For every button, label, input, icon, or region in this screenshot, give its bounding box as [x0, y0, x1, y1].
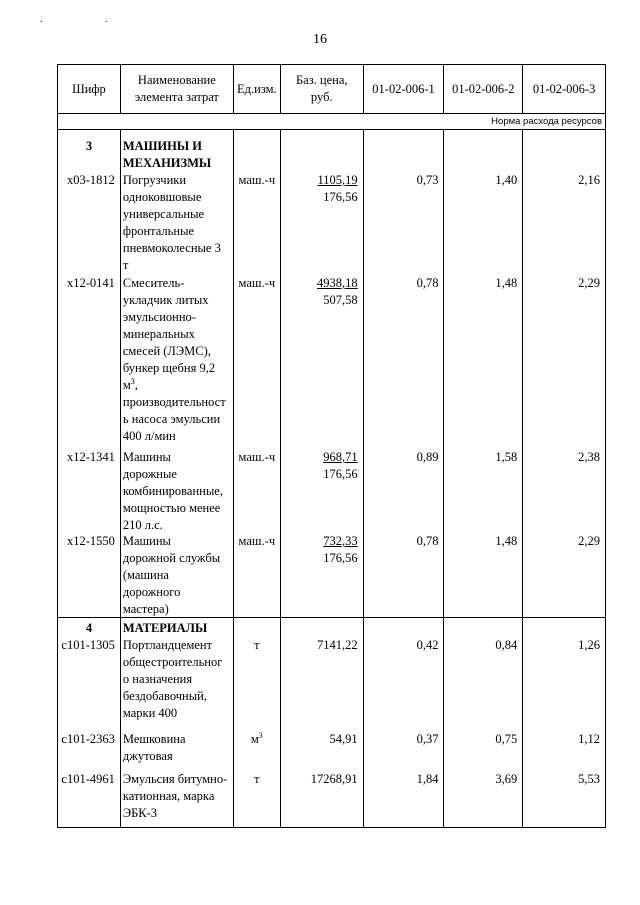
- section-v1-col: [363, 618, 444, 828]
- row-value: 1,40: [495, 173, 518, 187]
- row-value: 2,29: [578, 534, 600, 548]
- section-v1-col: [363, 130, 444, 618]
- row-code: с101-4961: [61, 772, 115, 786]
- header-code: Шифр: [58, 65, 121, 114]
- section-machines: [58, 130, 606, 618]
- row-value: 0,89: [416, 450, 439, 464]
- row-value: 2,29: [578, 276, 600, 290]
- row-value: 1,84: [416, 772, 439, 786]
- row-value: 0,37: [416, 732, 439, 746]
- row-price: 732,33 176,56: [323, 534, 358, 565]
- section-units-col: [233, 130, 280, 618]
- row-price: 7141,22: [317, 638, 358, 652]
- section-materials: [58, 618, 606, 828]
- row-name: Машины дорожной службы (машина дорожного мастера): [122, 534, 221, 616]
- row-value: 0,78: [416, 534, 439, 548]
- row-unit: маш.-ч: [238, 534, 276, 548]
- section-prices-col: [280, 618, 363, 828]
- section-title: МАТЕРИАЛЫ: [122, 621, 208, 635]
- section-codes-col: [58, 618, 121, 828]
- row-code: х12-0141: [66, 276, 115, 290]
- row-value: 1,48: [495, 534, 518, 548]
- row-value: 2,16: [578, 173, 600, 187]
- row-name: Смеситель- укладчик литых эмульсионно- минеральных смесей (ЛЭМС), бункер щебня 9,2 $м^3$, производительност ь насоса эмульсии 400 л/мин: [122, 276, 226, 443]
- row-unit: маш.-ч: [238, 276, 276, 290]
- scan-marks: . .: [40, 14, 138, 25]
- header-name: Наименование элемента затрат: [120, 65, 233, 114]
- row-value: 0,75: [495, 732, 518, 746]
- row-unit: т: [254, 638, 260, 652]
- row-value: 0,42: [416, 638, 439, 652]
- row-unit: маш.-ч: [238, 450, 276, 464]
- section-units-col: [233, 618, 280, 828]
- row-code: х03-1812: [66, 173, 115, 187]
- section-v3-col: [523, 618, 606, 828]
- section-title: МАШИНЫ И МЕХАНИЗМЫ: [122, 139, 212, 170]
- row-code: х12-1341: [66, 450, 115, 464]
- row-price: 1105,19 176,56: [317, 173, 358, 204]
- section-number: 4: [85, 621, 93, 635]
- row-name: Погрузчики одноковшовые универсальные фронтальные пневмоколесные 3 т: [122, 173, 221, 272]
- header-unit: Ед.изм.: [233, 65, 280, 114]
- row-value: 0,84: [495, 638, 518, 652]
- row-unit: т: [254, 772, 260, 786]
- row-unit: $м^3$: [250, 730, 263, 746]
- row-name: Машины дорожные комбинированные, мощностью менее 210 л.с.: [122, 450, 223, 532]
- row-name: Мешковина джутовая: [122, 732, 186, 763]
- row-unit: маш.-ч: [238, 173, 276, 187]
- row-value: 0,78: [416, 276, 439, 290]
- section-number: 3: [85, 139, 93, 153]
- row-code: с101-2363: [61, 732, 115, 746]
- section-names-col: [120, 130, 233, 618]
- row-name: Эмульсия битумно- катионная, марка ЭБК-3: [122, 772, 228, 820]
- header-col1: 01-02-006-1: [363, 65, 444, 114]
- section-codes-col: [58, 130, 121, 618]
- section-v3-col: [523, 130, 606, 618]
- row-price: 17268,91: [310, 772, 358, 786]
- section-v2-col: [444, 130, 523, 618]
- row-value: 5,53: [578, 772, 600, 786]
- section-prices-col: [280, 130, 363, 618]
- row-value: 1,26: [578, 638, 600, 652]
- section-names-col: [120, 618, 233, 828]
- header-col2: 01-02-006-2: [444, 65, 523, 114]
- norma-label: Норма расхода ресурсов: [58, 114, 606, 130]
- row-price: 4938,18 507,58: [317, 276, 358, 307]
- row-value: 1,58: [495, 450, 518, 464]
- header-price: Баз. цена, руб.: [280, 65, 363, 114]
- row-code: х12-1550: [66, 534, 115, 548]
- table-header-row: [58, 65, 606, 114]
- row-code: с101-1305: [61, 638, 115, 652]
- section-v2-col: [444, 618, 523, 828]
- row-value: 0,73: [416, 173, 439, 187]
- resource-table: [57, 64, 606, 828]
- row-value: 1,12: [578, 732, 600, 746]
- row-price: 968,71 176,56: [323, 450, 358, 481]
- header-col3: 01-02-006-3: [523, 65, 606, 114]
- page-number: 16: [313, 32, 327, 47]
- row-value: 3,69: [495, 772, 518, 786]
- row-value: 1,48: [495, 276, 518, 290]
- row-price: 54,91: [329, 732, 358, 746]
- row-value: 2,38: [578, 450, 600, 464]
- norma-row: [58, 114, 606, 130]
- row-name: Портландцемент общестроительног о назначения бездобавочный, марки 400: [122, 638, 223, 720]
